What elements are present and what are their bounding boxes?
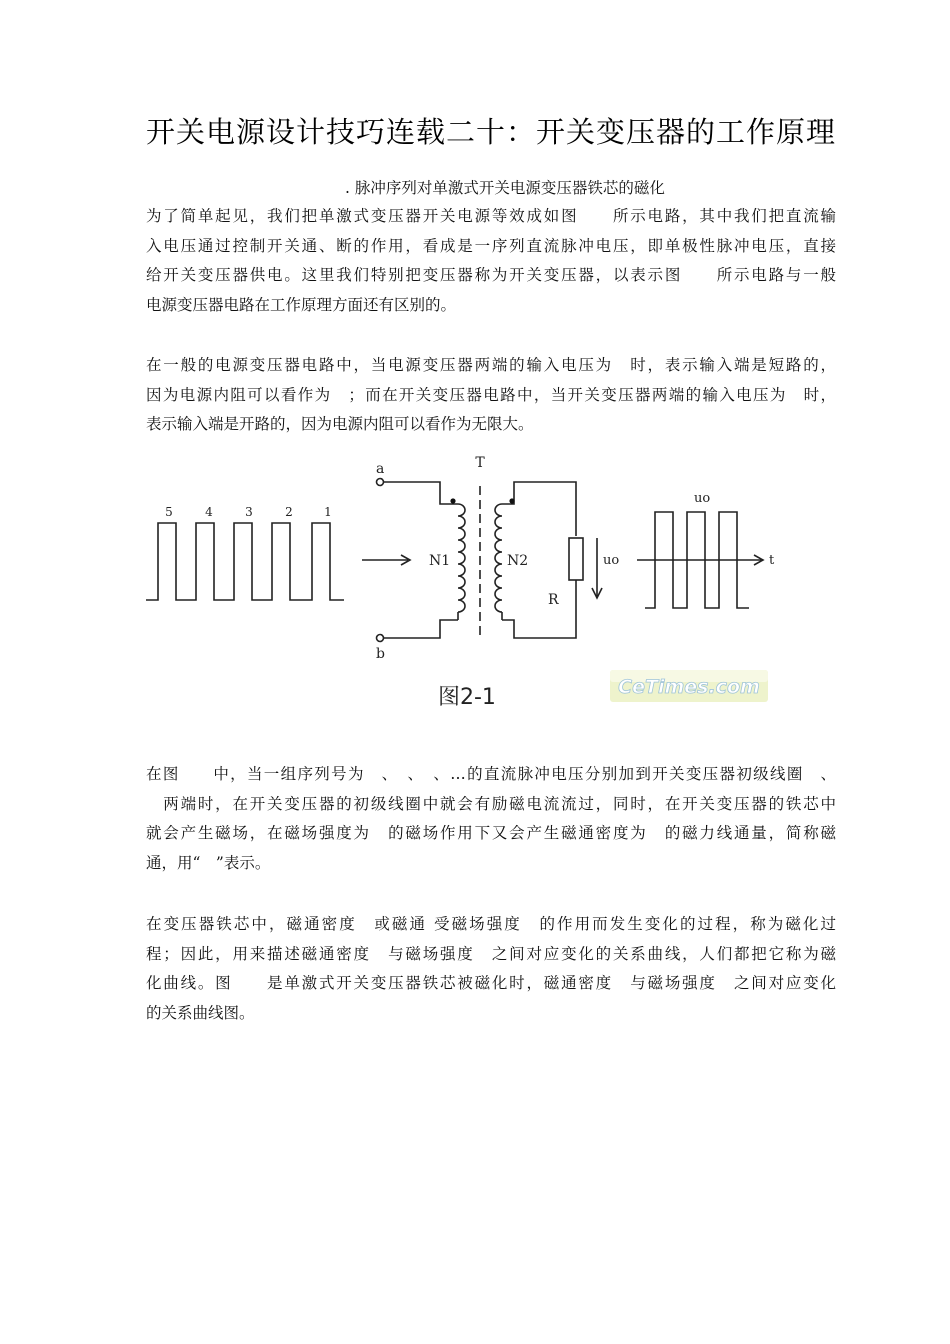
text-line: 在一般的电源变压器电路中，当电源变压器两端的输入电压为 时，表示输入端是短路的， [146,356,836,374]
paragraph-magnetization [146,760,836,878]
secondary-dot [509,498,514,503]
watermark-logo [610,670,768,702]
text-line: 为了简单起见，我们把单激式变压器开关电源等效成如图 所示电路，其中我们把直流输 [146,207,836,225]
terminal-a-dot [377,479,384,486]
pulse-train [146,523,344,600]
text-line: 通，用“ ”表示。 [146,853,271,872]
text-line: 两端时，在开关变压器的初级线圈中就会有励磁电流流过，同时，在开关变压器的铁芯中 [146,794,836,813]
text-line: 电源变压器电路在工作原理方面还有区别的。 [146,295,457,314]
time-axis-label: t [769,553,775,568]
pulse-number-3: 3 [245,505,253,519]
secondary-wire-top [502,482,576,536]
text-line: 程；因此，用来描述磁通密度 与磁场强度 之间对应变化的关系曲线，人们都把它称为磁 [146,944,836,963]
primary-wire-bottom [384,620,458,638]
terminal-b-dot [377,635,384,642]
transformer-circuit-diagram [140,448,800,723]
text-line: 就会产生磁场，在磁场强度为 的磁场作用下又会产生磁通密度为 的磁力线通量，简称磁 [146,824,836,842]
text-line: 表示输入端是开路的，因为电源内阻可以看作为无限大。 [146,415,534,433]
page-title: 开关电源设计技巧连载二十：开关变压器的工作原理 [146,115,837,149]
secondary-wire-bottom [502,580,576,638]
paragraph-intro [146,202,836,320]
pulse-number-5: 5 [165,505,173,519]
figure-caption: 图2-1 [438,685,496,710]
text-line: 在变压器铁芯中，磁通密度 或磁通 受磁场强度 的作用而发生变化的过程，称为磁化过 [146,915,836,933]
secondary-coil [495,504,502,620]
paragraph-input-voltage [146,351,836,440]
resistor-label: R [548,592,559,608]
text-line: 化曲线。图 是单激式开关变压器铁芯被磁化时，磁通密度 与磁场强度 之间对应变化 [146,974,836,992]
primary-dot [450,498,455,503]
pulse-number-1: 1 [324,505,332,519]
pulse-number-2: 2 [285,505,293,519]
transformer-label: T [475,455,485,471]
terminal-a-label: a [376,461,385,477]
output-voltage-label: uo [603,553,620,568]
waveform-label: uo [694,491,711,506]
text-line: 在图 中，当一组序列号为 、 、 、…的直流脉冲电压分别加到开关变压器初级线圈 、 [146,765,836,783]
text-line: 给开关变压器供电。这里我们特别把变压器称为开关变压器，以表示图 所示电路与一般 [146,266,836,284]
load-resistor [569,538,583,580]
section-heading: . 脉冲序列对单激式开关电源变压器铁芯的磁化 [345,179,665,197]
pulse-number-4: 4 [205,505,213,519]
primary-label: N1 [429,553,451,569]
primary-wire-top [384,482,458,504]
secondary-label: N2 [507,553,529,569]
watermark-text: CeTimes.com [618,676,760,698]
text-line: 因为电源内阻可以看作为 ；而在开关变压器电路中，当开关变压器两端的输入电压为 时， [146,385,836,404]
circuit-figure [140,448,800,723]
primary-coil [458,504,465,620]
text-line: 的关系曲线图。 [146,1003,255,1022]
paragraph-magnetization-curve [146,910,836,1028]
text-line: 入电压通过控制开关通、断的作用，看成是一序列直流脉冲电压，即单极性脉冲电压，直接 [146,236,836,255]
terminal-b-label: b [376,646,385,662]
